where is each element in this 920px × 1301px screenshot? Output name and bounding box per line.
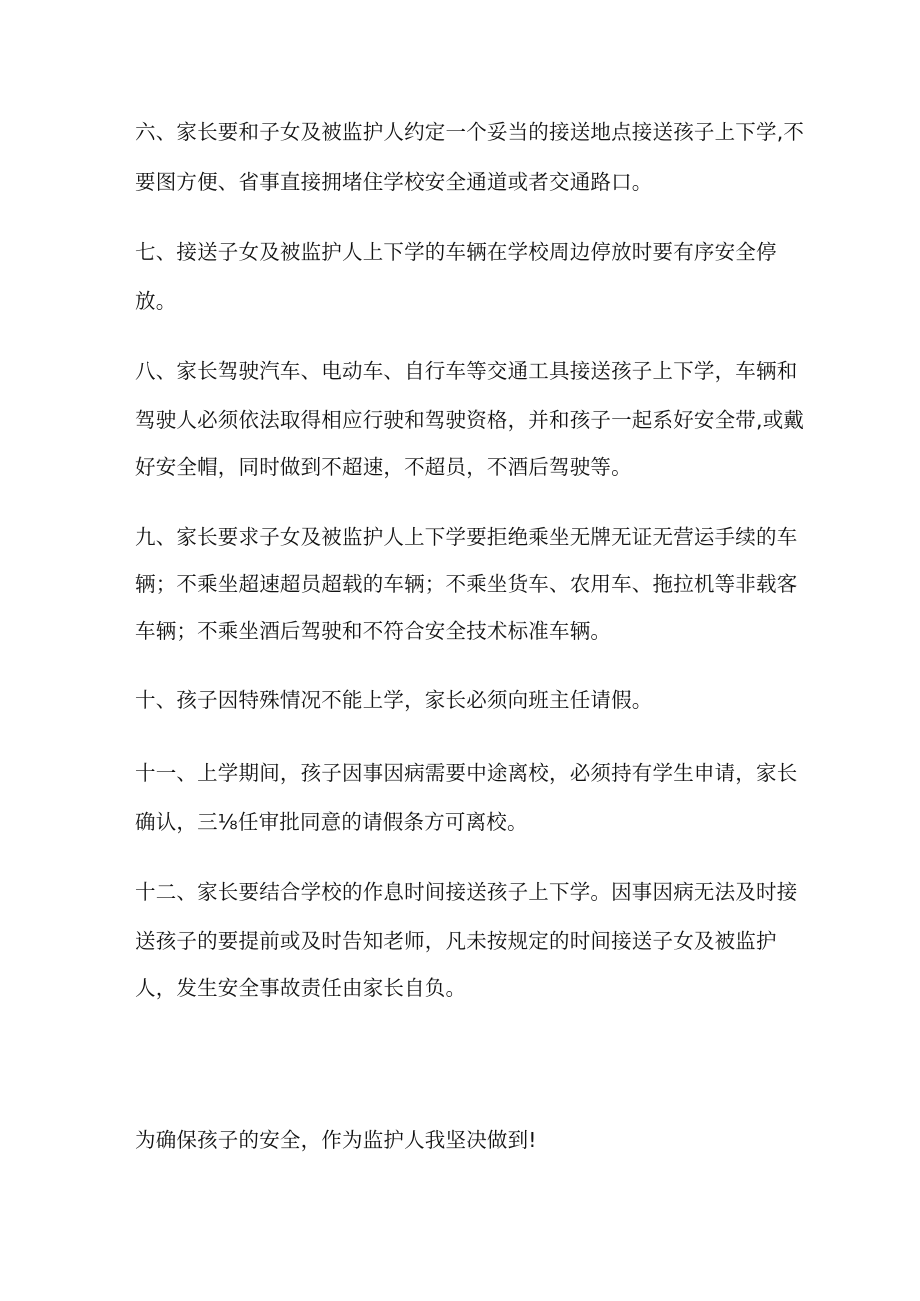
paragraph-11-line-2: 确认，三⅛任审批同意的请假条方可离校。: [135, 810, 528, 834]
paragraph-10-line-1: 十、孩子因特殊情况不能上学，家长必须向班主任请假。: [135, 688, 653, 712]
paragraph-12-line-1: 十二、家长要结合学校的作息时间接送孩子上下学。因事因病无法及时接: [135, 880, 798, 904]
closing-statement: 为确保孩子的安全，作为监护人我坚决做到!: [135, 1128, 537, 1152]
paragraph-8-line-3: 好安全帽，同时做到不超速，不超员，不酒后驾驶等。: [135, 455, 632, 479]
paragraph-8-line-1: 八、家长驾驶汽车、电动车、自行车等交通工具接送孩子上下学，车辆和: [135, 359, 798, 383]
paragraph-9-line-1: 九、家长要求子女及被监护人上下学要拒绝乘坐无牌无证无营运手续的车: [135, 525, 798, 549]
paragraph-7-line-1: 七、接送子女及被监护人上下学的车辆在学校周边停放时要有序安全停: [135, 240, 777, 264]
paragraph-6-line-1: 六、家长要和子女及被监护人约定一个妥当的接送地点接送孩子上下学,不: [135, 120, 805, 144]
paragraph-8-line-2: 驾驶人必须依法取得相应行驶和驾驶资格，并和孩子一起系好安全带,或戴: [135, 408, 805, 432]
paragraph-7-line-2: 放。: [135, 289, 177, 313]
paragraph-6-line-2: 要图方便、省事直接拥堵住学校安全通道或者交通路口。: [135, 170, 653, 194]
paragraph-9-line-2: 辆；不乘坐超速超员超载的车辆；不乘坐货车、农用车、拖拉机等非载客: [135, 572, 798, 596]
paragraph-11-line-1: 十一、上学期间，孩子因事因病需要中途离校，必须持有学生申请，家长: [135, 761, 798, 785]
paragraph-12-line-3: 人，发生安全事故责任由家长自负。: [135, 976, 467, 1000]
paragraph-12-line-2: 送孩子的要提前或及时告知老师，凡未按规定的时间接送子女及被监护: [135, 929, 777, 953]
paragraph-9-line-3: 车辆；不乘坐酒后驾驶和不符合安全技术标准车辆。: [135, 619, 612, 643]
